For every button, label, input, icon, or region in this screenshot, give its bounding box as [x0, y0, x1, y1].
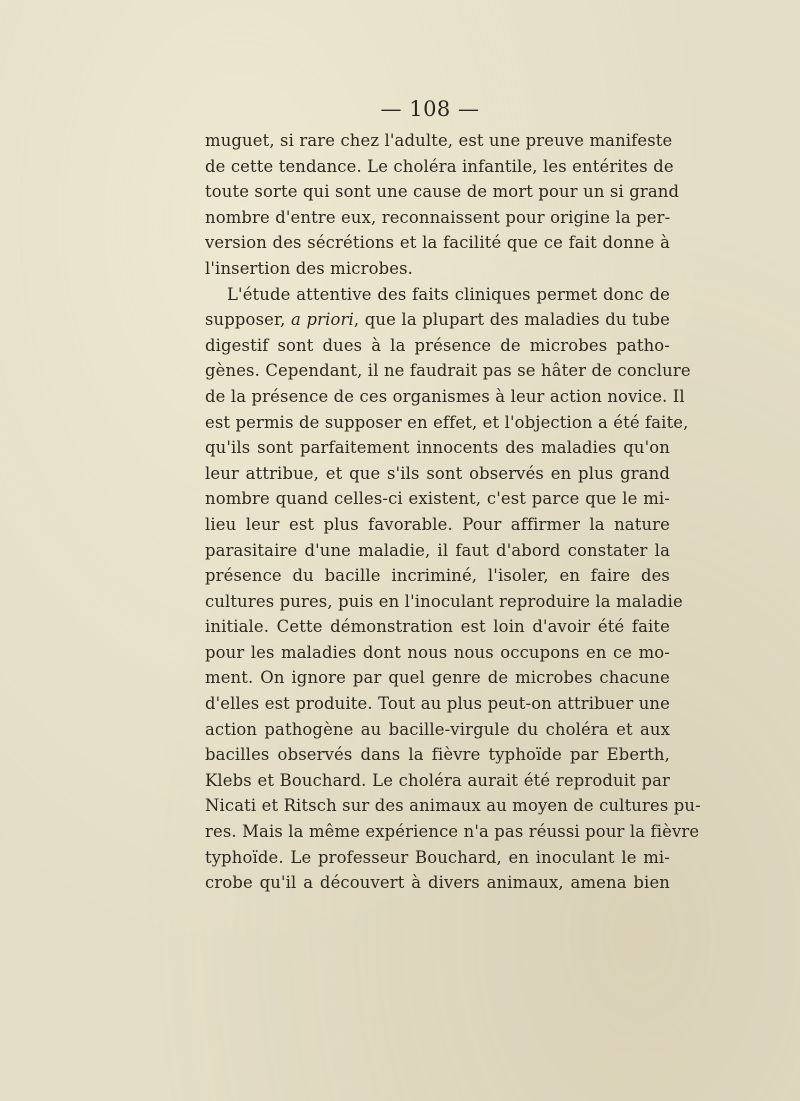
- text-line: action pathogène au bacille-virgule du choléra et aux: [205, 719, 670, 739]
- text-line: L'étude attentive des faits cliniques permet donc de: [227, 284, 670, 304]
- text-line: qu'ils sont parfaitement innocents des maladies qu'on: [205, 438, 670, 458]
- text-line: nombre d'entre eux, reconnaissent pour origine la per-: [205, 207, 671, 227]
- body-text: [205, 128, 701, 896]
- text-line: lieu leur est plus favorable. Pour affirmer la nature: [205, 514, 670, 534]
- text-line: de la présence de ces organismes à leur action novice. Il: [205, 386, 685, 406]
- text-line: bacilles observés dans la fièvre typhoïde par Eberth,: [205, 745, 670, 765]
- text-line: parasitaire d'une maladie, il faut d'abord constater la: [205, 540, 670, 560]
- text-line: gènes. Cependant, il ne faudrait pas se hâter de conclure: [205, 361, 691, 381]
- text-line: crobe qu'il a découvert à divers animaux, amena bien: [205, 873, 670, 893]
- text-line: muguet, si rare chez l'adulte, est une preuve manifeste: [205, 131, 673, 150]
- text-line: [205, 307, 670, 333]
- text-segment: supposer,: [205, 310, 292, 330]
- text-line: Klebs et Bouchard. Le choléra aurait été reproduit par: [205, 770, 670, 790]
- italic-phrase: a priori: [291, 310, 354, 330]
- text-line: version des sécrétions et la facilité que ce fait donne à: [205, 233, 670, 253]
- text-line: typhoïde. Le professeur Bouchard, en inoculant le mi-: [205, 847, 670, 867]
- text-line: de cette tendance. Le choléra infantile, les entérites de: [205, 156, 674, 176]
- text-line: Nicati et Ritsch sur des animaux au moyen de cultures pu-: [205, 796, 701, 816]
- text-line: pour les maladies dont nous nous occupons en ce mo-: [205, 642, 670, 662]
- text-segment: , que la plupart des maladies du tube: [353, 310, 670, 330]
- text-line: res. Mais la même expérience n'a pas réussi pour la fièvre: [205, 822, 700, 842]
- text-line: nombre quand celles-ci existent, c'est parce que le mi-: [205, 489, 670, 509]
- text-line: présence du bacille incriminé, l'isoler, en faire des: [205, 566, 670, 586]
- text-line: ment. On ignore par quel genre de microbes chacune: [205, 668, 670, 688]
- text-line: cultures pures, puis en l'inoculant reproduire la maladie: [205, 591, 683, 611]
- text-line: l'insertion des microbes.: [205, 258, 414, 278]
- text-line: d'elles est produite. Tout au plus peut-on attribuer une: [205, 694, 670, 714]
- text-line: leur attribue, et que s'ils sont observés en plus grand: [205, 463, 670, 483]
- page-number: — 108 —: [380, 97, 480, 121]
- text-line: est permis de supposer en effet, et l'objection a été faite,: [205, 412, 689, 432]
- text-line: initiale. Cette démonstration est loin d'avoir été faite: [205, 617, 670, 637]
- text-line: toute sorte qui sont une cause de mort pour un si grand: [205, 182, 680, 202]
- text-line: digestif sont dues à la présence de microbes patho-: [205, 335, 670, 355]
